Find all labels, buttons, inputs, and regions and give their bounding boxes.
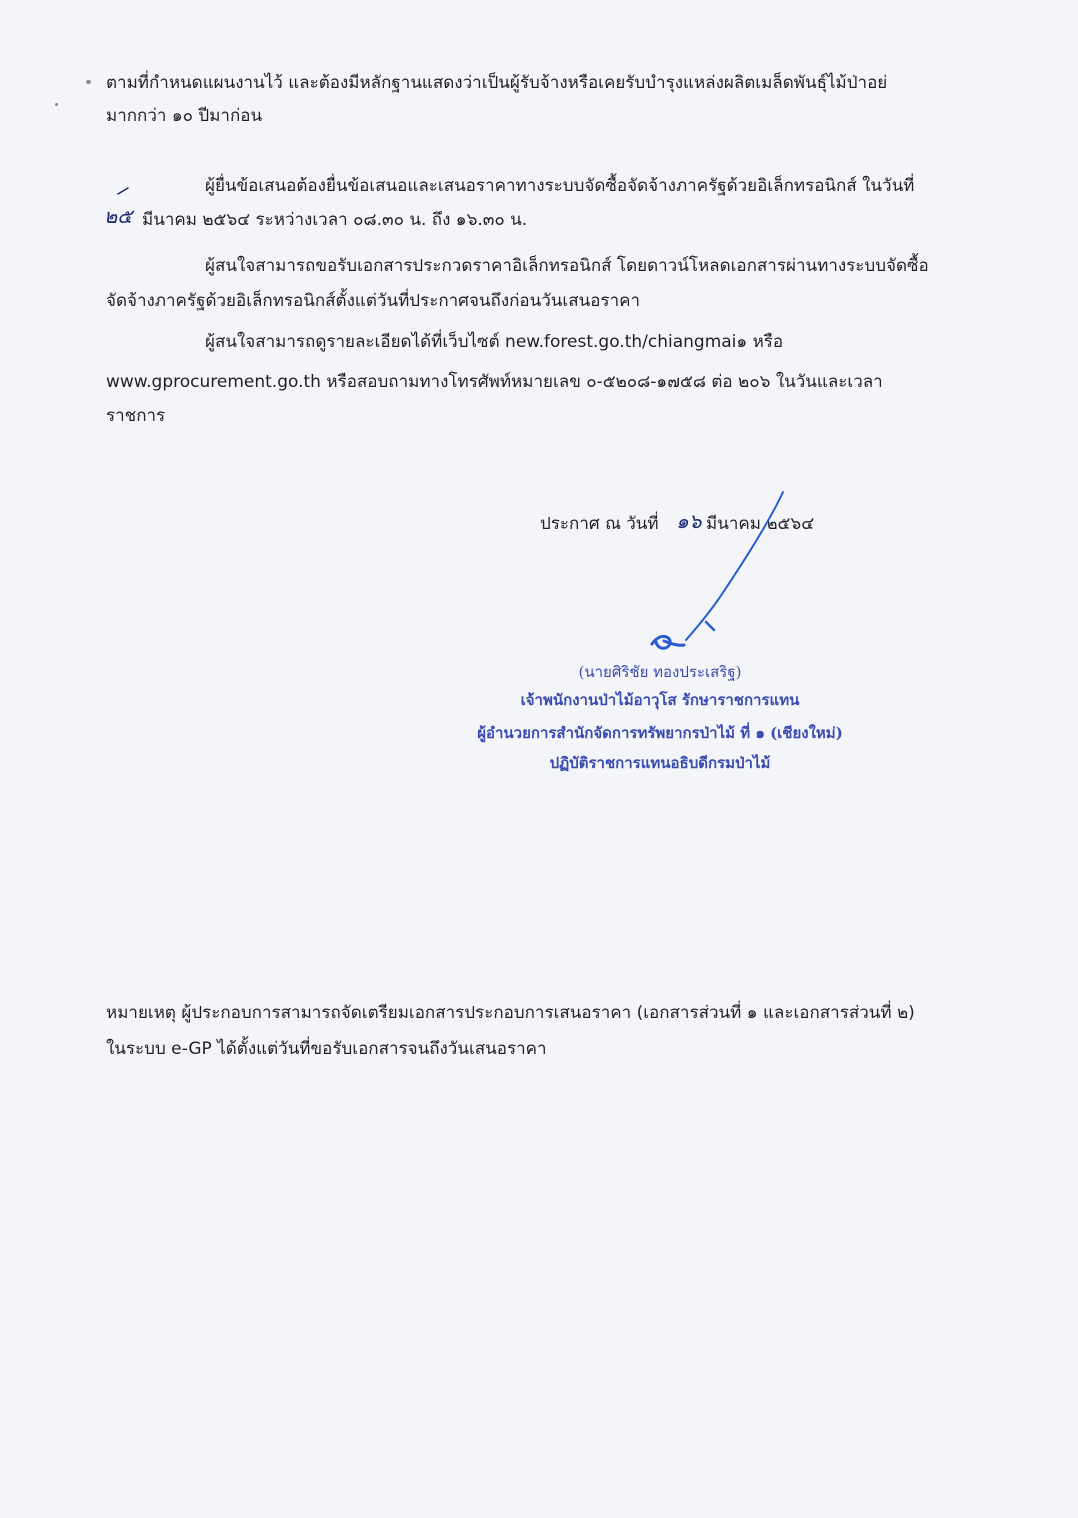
paragraph-4-line-3: ราชการ: [106, 406, 166, 426]
signatory-position-3: ปฏิบัติราชการแทนอธิบดีกรมป่าไม้: [549, 754, 771, 772]
handwritten-day-number: ๒๕: [104, 204, 133, 228]
signature-stroke: [686, 492, 783, 640]
paragraph-4-line-1: ผู้สนใจสามารถดูรายละเอียดได้ที่เว็บไซต์ new.forest.go.th/chiangmai๑ หรือ: [205, 332, 784, 352]
note-line-1: หมายเหตุ ผู้ประกอบการสามารถจัดเตรียมเอกสารประกอบการเสนอราคา (เอกสารส่วนที่ ๑ และเอกสารส่วนที่ ๒): [106, 1003, 915, 1023]
signatory-position-1: เจ้าพนักงานป่าไม้อาวุโส รักษาราชการแทน: [520, 691, 800, 709]
signatory-position-2: ผู้อำนวยการสำนักจัดการทรัพยากรป่าไม้ ที่ ๑ (เชียงใหม่): [477, 724, 843, 742]
signatory-name: (นายศิริชัย ทองประเสริฐ): [578, 663, 742, 681]
announcement-date-prefix: ประกาศ ณ วันที่: [540, 514, 659, 534]
signature-tick: [706, 622, 714, 630]
signature-mark: [652, 636, 684, 648]
note-line-2: ในระบบ e-GP ได้ตั้งแต่วันที่ขอรับเอกสารจนถึงวันเสนอราคา: [106, 1039, 547, 1059]
paragraph-2-line-1: ผู้ยื่นข้อเสนอต้องยื่นข้อเสนอและเสนอราคาทางระบบจัดซื้อจัดจ้างภาครัฐด้วยอิเล็กทรอนิกส์ ในวันที่: [205, 176, 915, 196]
paragraph-2-line-2: มีนาคม ๒๕๖๔ ระหว่างเวลา ๐๘.๓๐ น. ถึง ๑๖.๓๐ น.: [142, 210, 528, 230]
handwritten-mark-left: [118, 188, 128, 194]
paragraph-4-line-2: www.gprocurement.go.th หรือสอบถามทางโทรศัพท์หมายเลข ๐-๕๒๐๘-๑๗๕๘ ต่อ ๒๐๖ ในวันและเวลา: [106, 372, 883, 392]
paragraph-1-line-1: ตามที่กำหนดแผนงานไว้ และต้องมีหลักฐานแสดงว่าเป็นผู้รับจ้างหรือเคยรับบำรุงแหล่งผลิตเมล็ดพันธุ์ไม้ป่าอย่: [106, 73, 888, 93]
announcement-month-year: มีนาคม ๒๕๖๔: [706, 514, 815, 534]
announcement-handwritten-day: ๑๖: [676, 509, 702, 533]
paragraph-3-line-2: จัดจ้างภาครัฐด้วยอิเล็กทรอนิกส์ตั้งแต่วันที่ประกาศจนถึงก่อนวันเสนอราคา: [106, 291, 641, 311]
paragraph-1-line-2: มากกว่า ๑๐ ปีมาก่อน: [106, 106, 263, 126]
paragraph-3-line-1: ผู้สนใจสามารถขอรับเอกสารประกวดราคาอิเล็กทรอนิกส์ โดยดาวน์โหลดเอกสารผ่านทางระบบจัดซื้อ: [205, 256, 929, 276]
